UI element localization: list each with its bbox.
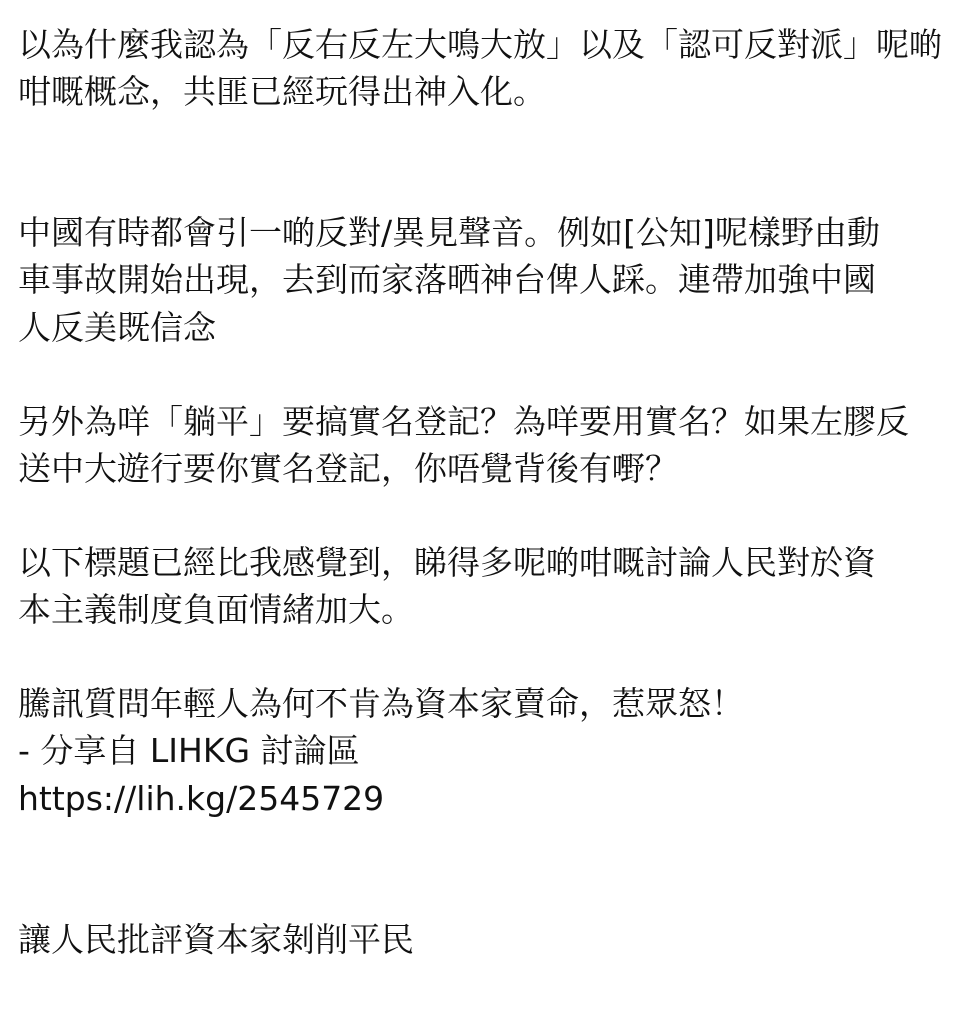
post-line: 本主義制度負面情緒加大。 <box>18 590 414 630</box>
post-line: 咁嘅概念，共匪已經玩得出神入化。 <box>18 72 546 112</box>
post-paragraph-headline-note <box>18 539 954 633</box>
post-line: 讓人民批評資本家剝削平民 <box>18 919 414 959</box>
shared-article-link[interactable]: https://lih.kg/2545729 <box>18 778 385 818</box>
post-paragraph-intro <box>18 21 954 115</box>
post-body <box>18 21 954 1010</box>
post-paragraph-lying-flat <box>18 398 954 492</box>
post-line: 人反美既信念 <box>18 307 216 347</box>
post-paragraph-closing <box>18 916 954 963</box>
post-line: 以下標題已經比我感覺到，睇得多呢啲咁嘅討論人民對於資 <box>18 543 876 583</box>
post-line: 另外為咩「躺平」要搞實名登記？為咩要用實名？如果左膠反 <box>18 401 909 441</box>
post-line: 中國有時都會引一啲反對/異見聲音。例如[公知]呢樣野由動 <box>18 213 880 253</box>
post-line: 車事故開始出現，去到而家落晒神台俾人踩。連帶加強中國 <box>18 260 876 300</box>
post-line: 以為什麼我認為「反右反左大鳴大放」以及「認可反對派」呢啲 <box>18 25 942 64</box>
post-paragraph-voices <box>18 209 954 350</box>
shared-article-title: 騰訊質問年輕人為何不肯為資本家賣命，惹眾怒！ <box>18 684 744 724</box>
shared-article <box>18 680 954 821</box>
shared-article-source: - 分享自 LIHKG 討論區 <box>18 731 360 771</box>
post-line: 送中大遊行要你實名登記，你唔覺背後有嘢？ <box>18 448 678 488</box>
